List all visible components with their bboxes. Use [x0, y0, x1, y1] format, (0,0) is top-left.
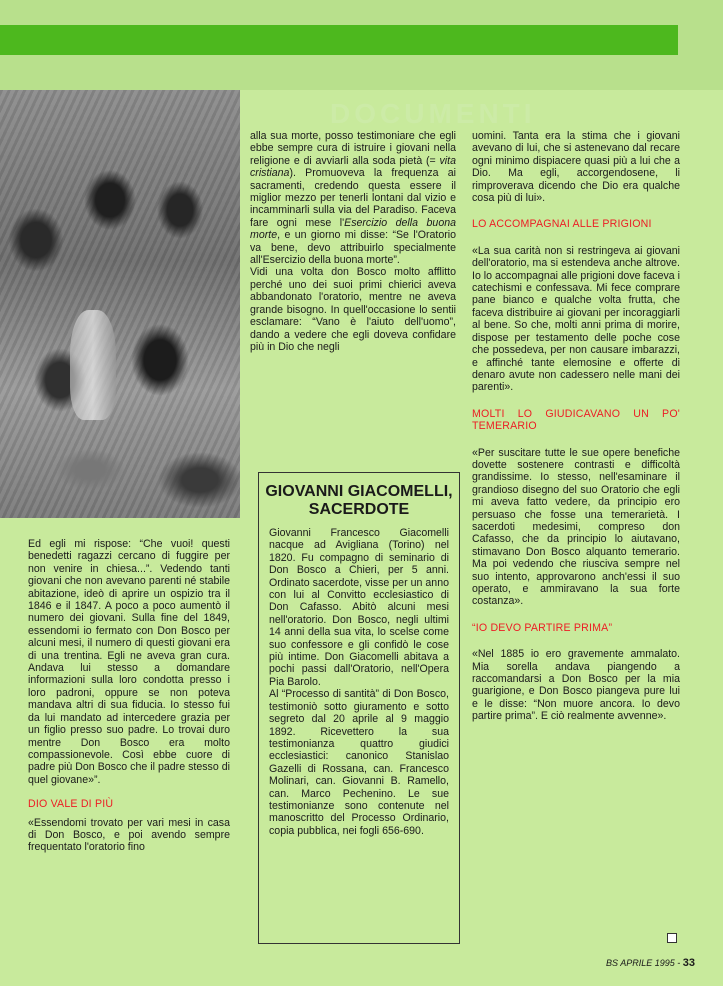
col2-paragraph-2: Vidi una volta don Bosco molto afflitto perché uno dei suoi primi chierici aveva abbandonato l'oratorio, mentre ne aveva grande bisogno. In quell'occasione lo sentii esclamare: “Vano è l'aiuto dell'uomo”, dando a vedere che egli doveva confidare più in Dio che negli: [250, 266, 456, 353]
col3-paragraph-2: «La sua carità non si restringeva ai giovani dell'oratorio, ma si estendeva anche altrove. Io lo accompagnai alle prigioni dove faceva i catechismi e confessava. Mi fece comprare pane bianco e qualche volta frutta, che faceva distribuire ai giovani per incoraggiarli al bene. So che, molti anni prima di morire, dispose per testamento delle poche cose che possedeva, per non causare imbarazzi, e affinché tante elemosine e offerte di denaro avute non cadessero nelle mani dei parenti».: [472, 244, 680, 394]
col1-paragraph-1: Ed egli mi rispose: “Che vuoi! questi benedetti ragazzi cercano di fuggire per non venire in chiesa...”. Vedendo tanti giovani che non avevano parenti né stabile abitazione, ideò di aprire un ospizio tra il 1846 e il 1847. A poco a poco aumentò il numero dei giovani. Sulla fine del 1849, essendomi io fermato con Don Bosco per alcuni mesi, il numero di questi giovani era di una trentina. Egli ne aveva gran cura. Andava lui stesso a domandare informazioni sulla loro condotta presso i loro padroni, oppure se non poteva mandava altri di sua fiducia. Io stesso fui da lui mandato ad intercedere grazia per un figlio presso suo padre. Lo trovai duro mentre Don Bosco era molto compassionevole. Così ebbe cuore di padre più Don Bosco che il padre stesso di quel giovane»”.: [28, 538, 230, 786]
col3-paragraph-3: «Per suscitare tutte le sue opere benefiche dovette sostenere contrasti e difficoltà grandissime. Io stesso, nell'esaminare il grandioso disegno del suo Oratorio che egli mi aveva fatto vedere, da principio ero persuaso che fosse una temerarietà. I sacerdoti medesimi, compreso don Cafasso, che da principio lo aiutavano, stimavano Don Bosco alquanto temerario. Ma poi vedendo che riusciva sempre nel suo intento, approvarono anch'essi il suo operato, e ammiravano la sua forte costanza».: [472, 446, 680, 608]
band-photo: [0, 90, 240, 518]
column-2: [250, 130, 456, 353]
box-text: Giovanni Francesco Giacomelli nacque ad Avigliana (Torino) nel 1820. Fu compagno di seminario di Don Bosco a Chieri, per 5 anni. Ordinato sacerdote, visse per un anno con lui al Convitto ecclesiastico di Don Cafasso. Abitò alcuni mesi nell'oratorio. Don Bosco, negli ultimi 14 anni della sua vita, lo scelse come suo confessore e gli confidò le cose più intime. Don Giacomelli abitava a pochi passi dall'Oratorio, nell'Opera Pia Barolo. Al “Processo di santità” di Don Bosco, testimoniò sotto giuramento e sotto segreto dal 20 aprile al 9 maggio 1892. Ricevettero la sua testimonianza quattro giudici ecclesiastici: canonico Stanislao Gazelli di Rossana, can. Francesco Molinari, can. Giovanni B. Ramello, can. Marco Pechenino. Le sue testimonianze sono contenute nel manoscritto del Processo Ordinario, copia pubblica, nei fogli 656-690.: [269, 527, 449, 837]
page-folio: [606, 957, 695, 969]
col3-heading-temerario: MOLTI LO GIUDICAVANO UN PO' TEMERARIO: [472, 407, 680, 433]
top-green-strip: [0, 25, 678, 55]
col3-heading-partire-prima: “IO DEVO PARTIRE PRIMA”: [472, 621, 613, 634]
box-title: GIOVANNI GIACOMELLI, SACERDOTE: [265, 483, 453, 518]
col1-paragraph-2: «Essendomi trovato per vari mesi in casa di Don Bosco, e poi avendo sempre frequentato l'oratorio fino: [28, 816, 230, 854]
page-number: 33: [682, 957, 695, 969]
column-1: [28, 538, 230, 854]
col3-heading-prigioni: LO ACCOMPAGNAI ALLE PRIGIONI: [472, 218, 652, 231]
col1-heading-dio-vale: DIO VALE DI PIÙ: [28, 798, 114, 811]
tuba-highlight: [70, 310, 116, 420]
ghost-heading: DOCUMENTI: [330, 98, 536, 129]
end-of-article-mark: [667, 933, 677, 943]
col3-paragraph-4: «Nel 1885 io ero gravemente ammalato. Mia sorella andava piangendo a raccomandarsi a Don Bosco per la mia guarigione, e Don Bosco piangeva pure lui e le disse: “Non muore ancora. Io devo partire prima”. E ciò realmente avvenne».: [472, 648, 680, 723]
folio-label: BS APRILE 1995 -: [606, 958, 681, 968]
col2-paragraph-1: alla sua morte, posso testimoniare che egli ebbe sempre cura di istruire i giovani nella religione e di avviarli alla soda pietà (= vita cristiana). Promuoveva la frequenza ai sacramenti, credendo questa essere il miglior mezzo per tenerli lontani dal vizio e incamminarli sulla via del Paradiso. Faceva fare ogni mese l'Esercizio della buona morte, e un giorno mi disse: “Se l'Oratorio va bene, devo attribuirlo specialmente all'Esercizio della buona morte”.: [250, 130, 456, 267]
column-3: [472, 130, 680, 723]
col3-paragraph-1: uomini. Tanta era la stima che i giovani avevano di lui, che si astenevano dal recare ogni minimo dispiacere quasi più a lui che a Dio. Ma egli, accorgendosene, li rimproverava dicendo che Dio era qualche cosa più di lui».: [472, 130, 680, 205]
biography-box: [258, 472, 460, 944]
